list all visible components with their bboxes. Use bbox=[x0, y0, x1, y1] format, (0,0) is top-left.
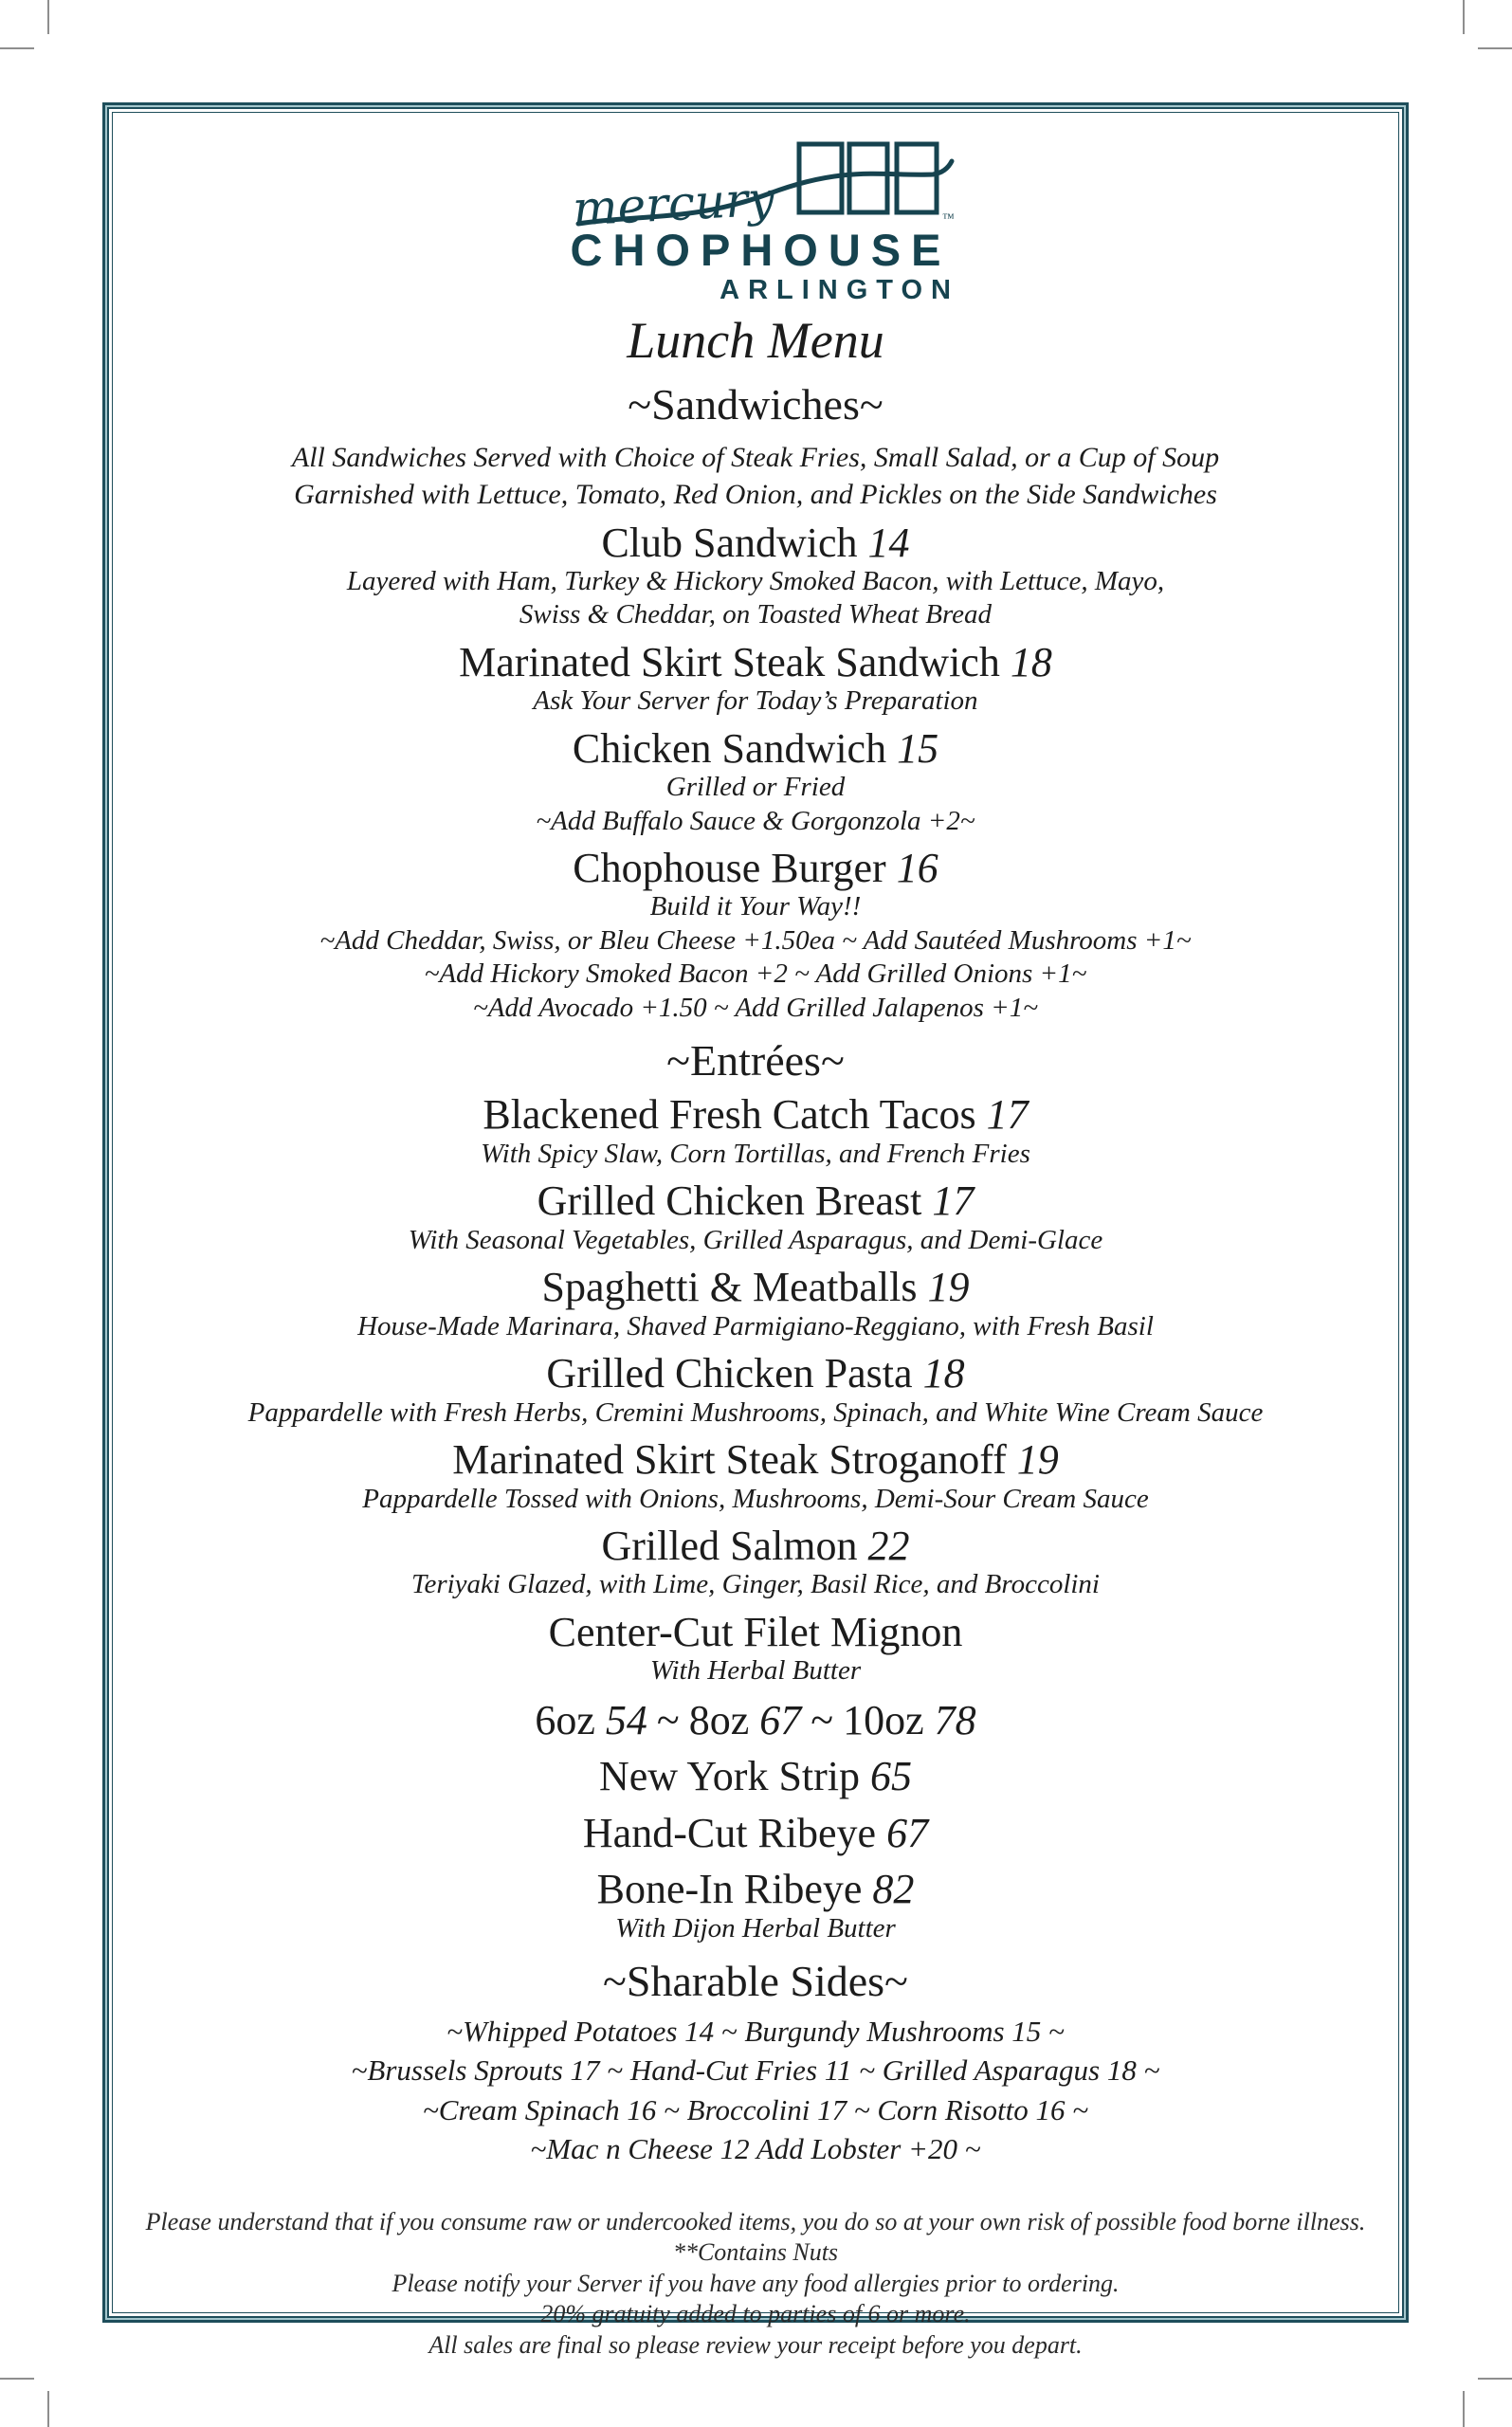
menu-item-bone-in-ribeye bbox=[121, 1867, 1390, 1945]
item-desc: ~Add Hickory Smoked Bacon +2 ~ Add Grilled Onions +1~ bbox=[424, 958, 1087, 990]
item-title bbox=[121, 1265, 1390, 1310]
item-desc: Ask Your Server for Today’s Preparation bbox=[533, 685, 978, 717]
item-name: Marinated Skirt Steak Stroganoff bbox=[452, 1436, 1007, 1484]
tilde-separator: ~ bbox=[656, 1696, 680, 1743]
item-desc: Layered with Ham, Turkey & Hickory Smoked Bacon, with Lettuce, Mayo, bbox=[346, 566, 1165, 597]
filet-size-price: 67 bbox=[759, 1696, 802, 1743]
item-title bbox=[121, 520, 1390, 566]
footer-line: Please notify your Server if you have any food allergies prior to ordering. bbox=[392, 2269, 1120, 2297]
menu-page bbox=[121, 118, 1390, 2361]
menu-item-chophouse-burger bbox=[121, 846, 1390, 1025]
item-price: 65 bbox=[870, 1753, 913, 1800]
item-name: Grilled Chicken Breast bbox=[537, 1177, 922, 1225]
menu-item-skirt-steak-stroganoff bbox=[121, 1437, 1390, 1516]
crop-mark-bottom-right-h bbox=[1478, 2378, 1512, 2380]
menu-item-fresh-catch-tacos bbox=[121, 1092, 1390, 1171]
section-heading-entrees: ~Entrées~ bbox=[666, 1035, 845, 1085]
item-desc: With Herbal Butter bbox=[649, 1655, 862, 1687]
section-heading-sharable-sides: ~Sharable Sides~ bbox=[603, 1957, 908, 2006]
menu-item-new-york-strip bbox=[121, 1754, 1390, 1799]
item-desc: ~Add Avocado +1.50 ~ Add Grilled Jalapenos +1~ bbox=[473, 992, 1038, 1023]
menu-item-grilled-chicken-pasta bbox=[121, 1351, 1390, 1430]
footer-line: Please understand that if you consume raw or undercooked items, you do so at your own risk of possible food borne illness. bbox=[145, 2207, 1366, 2235]
menu-item-grilled-salmon bbox=[121, 1524, 1390, 1602]
item-price: 22 bbox=[867, 1522, 910, 1569]
filet-size: 10oz bbox=[843, 1696, 924, 1743]
menu-item-filet-mignon bbox=[121, 1610, 1390, 1688]
filet-size-price: 54 bbox=[605, 1696, 647, 1743]
trademark-symbol: ™ bbox=[942, 210, 955, 225]
sides-line: ~Cream Spinach 16 ~ Broccolini 17 ~ Corn Risotto 16 ~ bbox=[423, 2092, 1088, 2126]
menu-item-hand-cut-ribeye bbox=[121, 1811, 1390, 1856]
crop-mark-bottom-left-h bbox=[0, 2378, 34, 2380]
item-price: 19 bbox=[927, 1264, 970, 1311]
item-name: Hand-Cut Ribeye bbox=[582, 1809, 877, 1856]
item-title bbox=[121, 1867, 1390, 1912]
item-desc: With Spicy Slaw, Corn Tortillas, and French Fries bbox=[481, 1138, 1030, 1169]
brand-logo bbox=[552, 138, 959, 306]
item-name: Center-Cut Filet Mignon bbox=[548, 1608, 963, 1655]
item-price: 82 bbox=[872, 1866, 915, 1913]
page-title: Lunch Menu bbox=[627, 311, 884, 369]
intro-line: All Sandwiches Served with Choice of Steak Fries, Small Salad, or a Cup of Soup bbox=[291, 441, 1220, 473]
sandwiches-intro bbox=[121, 439, 1390, 513]
item-price: 18 bbox=[922, 1350, 965, 1397]
brand-name: CHOPHOUSE bbox=[570, 225, 952, 275]
filet-sizes-line bbox=[121, 1698, 1390, 1743]
item-title bbox=[121, 1178, 1390, 1224]
item-desc: Grilled or Fried bbox=[665, 772, 846, 803]
item-price: 19 bbox=[1016, 1436, 1059, 1484]
crop-mark-top-right-h bbox=[1478, 47, 1512, 49]
item-name: Bone-In Ribeye bbox=[596, 1866, 863, 1913]
item-desc: With Dijon Herbal Butter bbox=[615, 1912, 896, 1943]
item-desc: Build it Your Way!! bbox=[649, 891, 862, 922]
item-price: 14 bbox=[867, 519, 910, 566]
filet-size-price: 78 bbox=[934, 1696, 976, 1743]
intro-line: Garnished with Lettuce, Tomato, Red Onion, and Pickles on the Side Sandwiches bbox=[294, 478, 1217, 510]
section-heading-sandwiches: ~Sandwiches~ bbox=[628, 379, 884, 429]
sides-line: ~Brussels Sprouts 17 ~ Hand-Cut Fries 11 ~ Grilled Asparagus 18 ~ bbox=[351, 2053, 1160, 2088]
menu-item-grilled-chicken-breast bbox=[121, 1178, 1390, 1257]
crop-mark-bottom-left-v bbox=[47, 2391, 49, 2427]
item-price: 18 bbox=[1010, 638, 1052, 685]
brand-script-name: mercury bbox=[571, 171, 776, 237]
sides-line: ~Whipped Potatoes 14 ~ Burgundy Mushrooms 15 ~ bbox=[446, 2014, 1065, 2048]
filet-size: 8oz bbox=[688, 1696, 750, 1743]
brand-location: ARLINGTON bbox=[720, 274, 959, 305]
item-title bbox=[121, 640, 1390, 685]
item-title bbox=[121, 846, 1390, 891]
item-desc: ~Add Buffalo Sauce & Gorgonzola +2~ bbox=[536, 805, 975, 836]
crop-mark-top-left-h bbox=[0, 47, 34, 49]
tilde-separator: ~ bbox=[811, 1696, 834, 1743]
item-name: New York Strip bbox=[598, 1753, 861, 1800]
item-price: 16 bbox=[896, 844, 938, 891]
item-desc: Pappardelle Tossed with Onions, Mushrooms, Demi-Sour Cream Sauce bbox=[362, 1483, 1149, 1514]
item-title bbox=[121, 1437, 1390, 1483]
crop-mark-bottom-right-v bbox=[1463, 2391, 1465, 2427]
item-title bbox=[121, 1351, 1390, 1396]
item-title bbox=[121, 726, 1390, 772]
filet-size: 6oz bbox=[535, 1696, 595, 1743]
item-desc: With Seasonal Vegetables, Grilled Asparagus, and Demi-Glace bbox=[408, 1224, 1103, 1255]
item-name: Blackened Fresh Catch Tacos bbox=[483, 1091, 976, 1139]
item-desc: ~Add Cheddar, Swiss, or Bleu Cheese +1.50ea ~ Add Sautéed Mushrooms +1~ bbox=[319, 924, 1192, 956]
item-title bbox=[121, 1610, 1390, 1655]
item-name: Grilled Chicken Pasta bbox=[546, 1350, 913, 1397]
footer-disclaimers bbox=[121, 2207, 1390, 2362]
crop-mark-top-right-v bbox=[1463, 0, 1465, 34]
item-desc: House-Made Marinara, Shaved Parmigiano-Reggiano, with Fresh Basil bbox=[357, 1310, 1154, 1341]
item-name: Club Sandwich bbox=[601, 519, 858, 566]
item-name: Marinated Skirt Steak Sandwich bbox=[459, 638, 1000, 685]
item-name: Chophouse Burger bbox=[573, 844, 886, 891]
item-price: 17 bbox=[932, 1177, 975, 1225]
item-title bbox=[121, 1524, 1390, 1569]
item-desc: Pappardelle with Fresh Herbs, Cremini Mushrooms, Spinach, and White Wine Cream Sauce bbox=[247, 1396, 1264, 1428]
item-desc: Swiss & Cheddar, on Toasted Wheat Bread bbox=[519, 599, 993, 630]
item-price: 17 bbox=[986, 1091, 1029, 1139]
sides-line: ~Mac n Cheese 12 Add Lobster +20 ~ bbox=[530, 2132, 981, 2166]
item-name: Chicken Sandwich bbox=[572, 724, 887, 772]
item-price: 67 bbox=[886, 1809, 929, 1856]
crop-mark-top-left-v bbox=[47, 0, 49, 34]
footer-line: All sales are final so please review your receipt before you depart. bbox=[428, 2330, 1083, 2359]
menu-item-chicken-sandwich bbox=[121, 726, 1390, 838]
footer-line: 20% gratuity added to parties of 6 or more. bbox=[540, 2300, 971, 2328]
menu-item-spaghetti-meatballs bbox=[121, 1265, 1390, 1343]
menu-item-skirt-steak-sandwich bbox=[121, 640, 1390, 719]
menu-item-club-sandwich bbox=[121, 520, 1390, 632]
item-title bbox=[121, 1092, 1390, 1138]
item-price: 15 bbox=[897, 724, 939, 772]
item-name: Grilled Salmon bbox=[601, 1522, 858, 1569]
footer-line: **Contains Nuts bbox=[672, 2238, 839, 2267]
item-name: Spaghetti & Meatballs bbox=[541, 1264, 918, 1311]
item-desc: Teriyaki Glazed, with Lime, Ginger, Basil Rice, and Broccolini bbox=[410, 1569, 1100, 1600]
sharable-sides-list bbox=[121, 2012, 1390, 2169]
